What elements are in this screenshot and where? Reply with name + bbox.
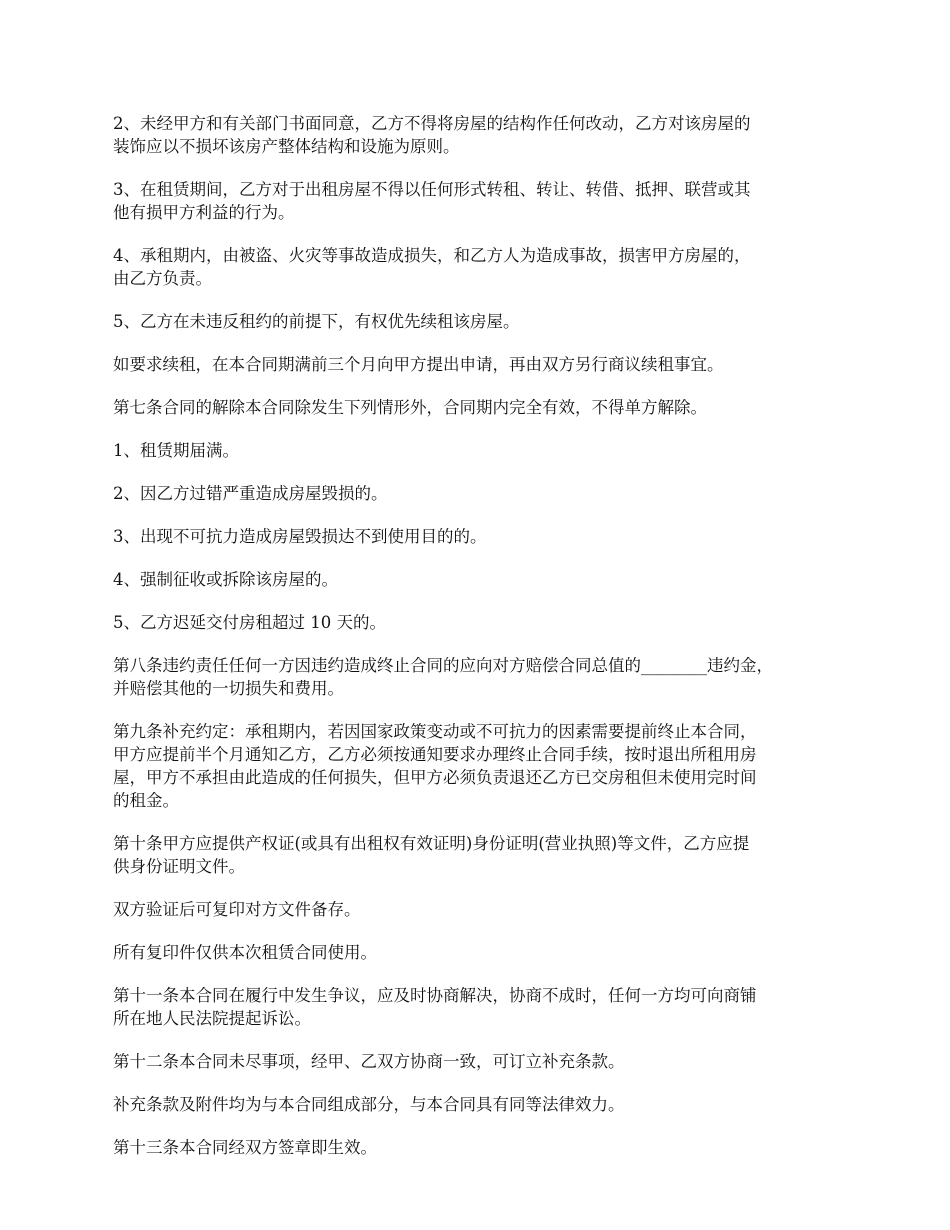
- clause-paragraph: 3、出现不可抗力造成房屋毁损达不到使用目的的。: [113, 527, 487, 546]
- clause-paragraph: 5、乙方迟延交付房租超过 10 天的。: [113, 613, 386, 632]
- clause-paragraph: 如要求续租，在本合同期满前三个月向甲方提出申请，再由双方另行商议续租事宜。: [113, 355, 724, 374]
- clause-paragraph: 双方验证后可复印对方文件备存。: [113, 900, 361, 919]
- clause-paragraph: 所有复印件仅供本次租赁合同使用。: [113, 943, 377, 962]
- article-12-paragraph: 第十二条本合同未尽事项，经甲、乙双方协商一致，可订立补充条款。: [113, 1052, 625, 1071]
- clause-paragraph: 4、承租期内，由被盗、火灾等事故造成损失，和乙方人为造成事故，损害甲方房屋的， 由乙方负责。: [113, 246, 751, 288]
- article-10-paragraph: 第十条甲方应提供产权证(或具有出租权有效证明)身份证明(营业执照)等文件，乙方应提 供身份证明文件。: [113, 834, 750, 876]
- clause-paragraph: 补充条款及附件均为与本合同组成部分，与本合同具有同等法律效力。: [113, 1095, 625, 1114]
- article-13-paragraph: 第十三条本合同经双方签章即生效。: [113, 1138, 377, 1157]
- article-11-paragraph: 第十一条本合同在履行中发生争议，应及时协商解决，协商不成时，任何一方均可向商铺 所在地人民法院提起诉讼。: [113, 986, 757, 1028]
- document-body: [113, 112, 838, 1179]
- clause-paragraph: 5、乙方在未违反租约的前提下，有权优先续租该房屋。: [113, 312, 520, 331]
- article-8-paragraph: 第八条违约责任任何一方因违约造成终止合同的应向对方赔偿合同总值的________违约金， 并赔偿其他的一切损失和费用。: [113, 656, 773, 698]
- article-7-heading: 第七条合同的解除本合同除发生下列情形外，合同期内完全有效，不得单方解除。: [113, 398, 707, 417]
- clause-paragraph: 2、因乙方过错严重造成房屋毁损的。: [113, 484, 388, 503]
- article-9-paragraph: 第九条补充约定：承租期内，若因国家政策变动或不可抗力的因素需要提前终止本合同， 甲方应提前半个月通知乙方，乙方必须按通知要求办理终止合同手续，按时退出所租用房 屋，甲方不承担由此造成的任何损失，但甲方必须负责退还乙方已交房租但未使用完时间 的租金。: [113, 722, 757, 810]
- clause-paragraph: 4、强制征收或拆除该房屋的。: [113, 570, 338, 589]
- clause-paragraph: 1、租赁期届满。: [113, 441, 239, 460]
- clause-paragraph: 2、未经甲方和有关部门书面同意，乙方不得将房屋的结构作任何改动，乙方对该房屋的 装饰应以不损坏该房产整体结构和设施为原则。: [113, 114, 751, 156]
- clause-paragraph: 3、在租赁期间，乙方对于出租房屋不得以任何形式转租、转让、转借、抵押、联营或其 他有损甲方利益的行为。: [113, 180, 751, 222]
